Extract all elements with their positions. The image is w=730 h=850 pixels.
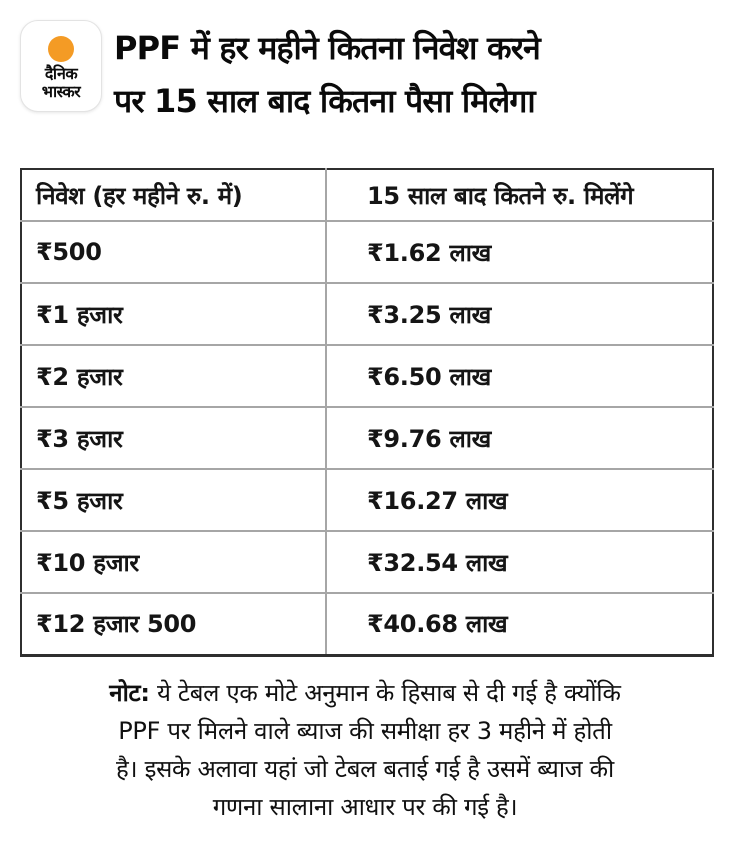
investment-cell: ₹500 — [21, 221, 326, 283]
col-header-maturity: 15 साल बाद कितने रु. मिलेंगे — [326, 169, 713, 221]
investment-cell: ₹2 हजार — [21, 345, 326, 407]
col-header-investment: निवेश (हर महीने रु. में) — [21, 169, 326, 221]
maturity-cell: ₹1.62 लाख — [326, 221, 713, 283]
logo-text-line2: भास्कर — [41, 81, 81, 101]
footnote-line — [0, 674, 730, 712]
ppf-returns-table — [20, 168, 714, 657]
investment-cell: ₹12 हजार 500 — [21, 593, 326, 655]
table-row — [21, 221, 713, 283]
table-row — [21, 531, 713, 593]
page-title — [114, 22, 540, 128]
table-row — [21, 407, 713, 469]
logo-text — [42, 65, 80, 100]
footnote-line: है। इसके अलावा यहां जो टेबल बताई गई है उसमें ब्याज की — [116, 755, 614, 783]
footnote-line: PPF पर मिलने वाले ब्याज की समीक्षा हर 3 महीने में होती — [118, 717, 612, 745]
logo-sun-icon — [48, 36, 74, 62]
table-row — [21, 283, 713, 345]
maturity-cell: ₹32.54 लाख — [326, 531, 713, 593]
maturity-cell: ₹3.25 लाख — [326, 283, 713, 345]
footnote-label: नोट: — [109, 679, 150, 707]
page-title-line2: पर 15 साल बाद कितना पैसा मिलेगा — [114, 82, 535, 120]
dainik-bhaskar-logo — [20, 20, 102, 112]
investment-cell: ₹1 हजार — [21, 283, 326, 345]
investment-cell: ₹10 हजार — [21, 531, 326, 593]
maturity-cell: ₹16.27 लाख — [326, 469, 713, 531]
page-title-line1: PPF में हर महीने कितना निवेश करने — [114, 29, 540, 67]
table-row — [21, 469, 713, 531]
footnote — [0, 674, 730, 826]
maturity-cell: ₹6.50 लाख — [326, 345, 713, 407]
logo-text-line1: दैनिक — [44, 64, 78, 84]
footnote-line: गणना सालाना आधार पर की गई है। — [212, 793, 518, 821]
header — [20, 20, 720, 128]
maturity-cell: ₹40.68 लाख — [326, 593, 713, 655]
investment-cell: ₹3 हजार — [21, 407, 326, 469]
table-row — [21, 345, 713, 407]
table-row — [21, 593, 713, 655]
footnote-text: ये टेबल एक मोटे अनुमान के हिसाब से दी गई है क्योंकि — [156, 679, 621, 707]
table-header-row — [21, 169, 713, 221]
maturity-cell: ₹9.76 लाख — [326, 407, 713, 469]
investment-cell: ₹5 हजार — [21, 469, 326, 531]
